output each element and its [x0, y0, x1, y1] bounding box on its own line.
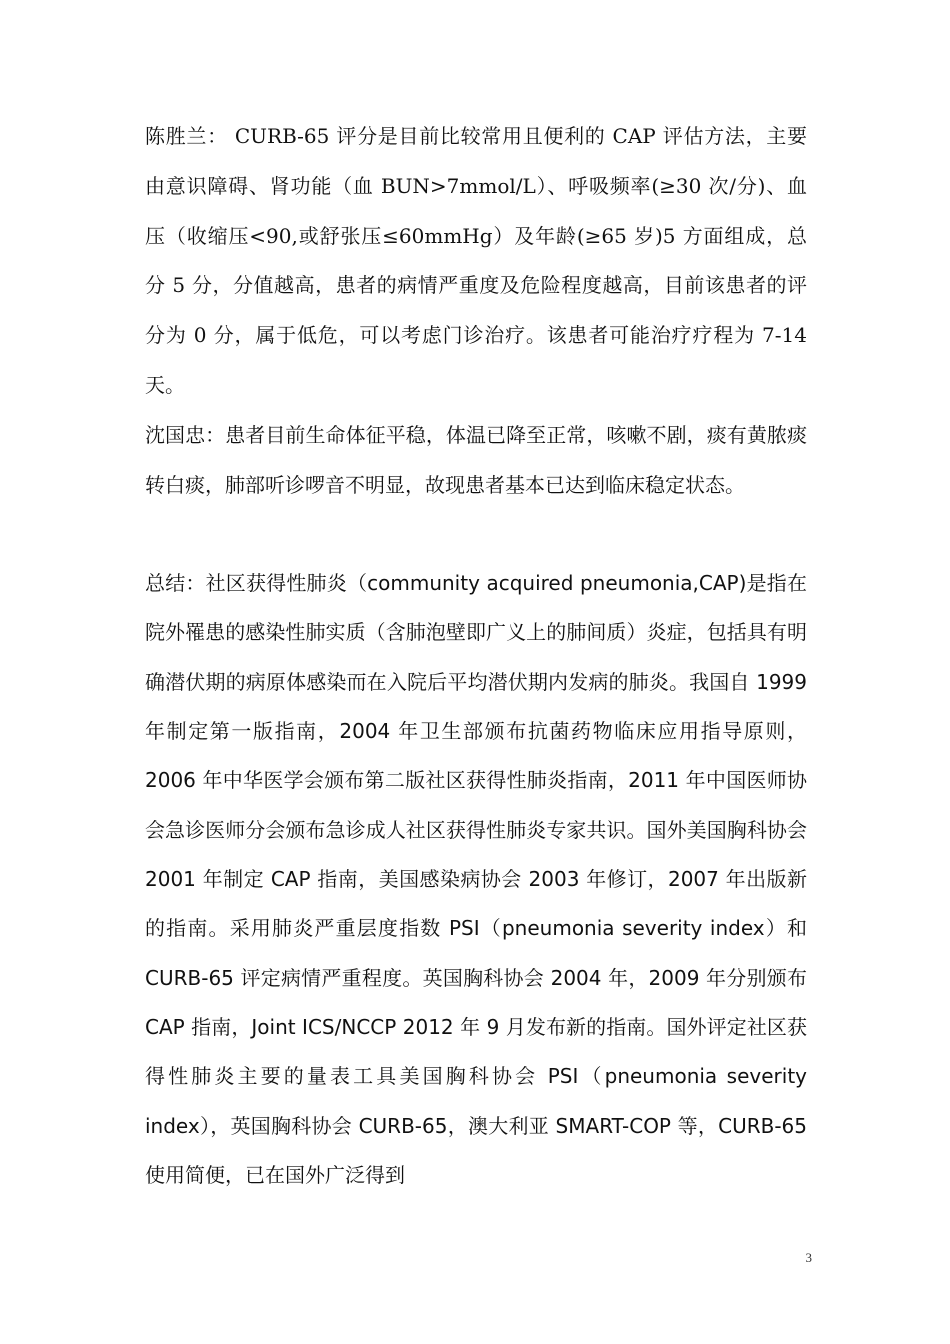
- page-number: 3: [805, 1250, 812, 1265]
- paragraph-chen-shenglan: 陈胜兰： CURB-65 评分是目前比较常用且便利的 CAP 评估方法，主要由意识障碍、肾功能（血 BUN>7mmol/L）、呼吸频率(≥30 次/分)、血压（收缩压<90,或舒张压≤60mmHg）及年龄(≥65 岁)5 方面组成，总分 5 分，分值越高，患者的病情严重度及危险程度越高，目前该患者的评分为 0 分，属于低危，可以考虑门诊治疗。该患者可能治疗疗程为 7-14 天。: [145, 124, 807, 397]
- paragraph-shen-guozhong: 沈国忠：患者目前生命体征平稳，体温已降至正常，咳嗽不剧，痰有黄脓痰转白痰，肺部听诊啰音不明显，故现患者基本已达到临床稳定状态。: [145, 423, 807, 497]
- paragraph-summary: 总结：社区获得性肺炎（community acquired pneumonia,CAP)是指在院外罹患的感染性肺实质（含肺泡壁即广义上的肺间质）炎症，包括具有明确潜伏期的病原体感染而在入院后平均潜伏期内发病的肺炎。我国自 1999 年制定第一版指南，2004 年卫生部颁布抗菌药物临床应用指导原则，2006 年中华医学会颁布第二版社区获得性肺炎指南，2011 年中国医师协会急诊医师分会颁布急诊成人社区获得性肺炎专家共识。国外美国胸科协会 2001 年制定 CAP 指南，美国感染病协会 2003 年修订，2007 年出版新的指南。采用肺炎严重层度指数 PSI（pneumonia severity index）和 CURB-65 评定病情严重程度。英国胸科协会 2004 年，2009 年分别颁布 CAP 指南，Joint ICS/NCCP 2012 年 9 月发布新的指南。国外评定社区获得性肺炎主要的量表工具美国胸科协会 PSI（pneumonia severity index），英国胸科协会 CURB-65，澳大利亚 SMART-COP 等，CURB-65 使用简便，已在国外广泛得到: [145, 571, 807, 1188]
